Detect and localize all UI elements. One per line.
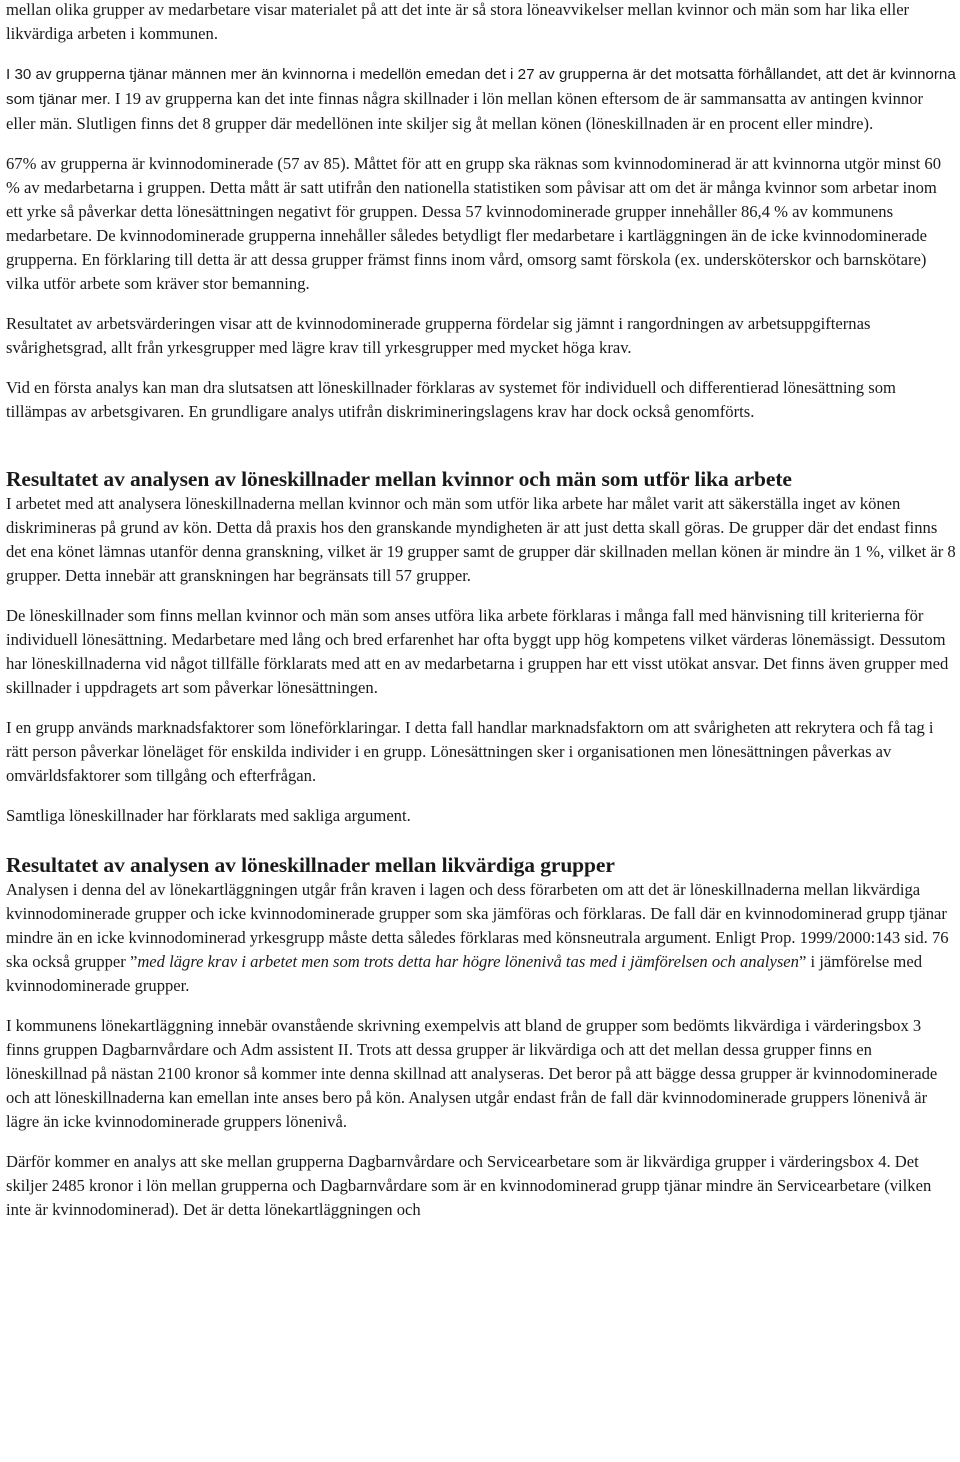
paragraph-market-factors: I en grupp används marknadsfaktorer som löneförklaringar. I detta fall handlar marknadsfaktorn om att svårigheten att rekrytera och få tag i rätt person påverkar löneläget för enskilda individer i en grupp. Lönesättningen sker i organisationen men lönesättningen påverkas av omvärldsfaktorer som tillgång och efterfrågan.	[6, 718, 934, 785]
paragraph-box4-analysis: Därför kommer en analys att ske mellan grupperna Dagbarnvårdare och Servicearbetare som är likvärdiga grupper i värderingsbox 4. Det skiljer 2485 kronor i lön mellan grupperna och Dagbarnvårdare som är en kvinnodominerad grupp tjänar mindre än Servicearbetare (vilken inte är kvinnodominerad). Det är detta lönekartläggningen och	[6, 1152, 932, 1219]
document-page	[6, 0, 956, 1222]
paragraph-salary-explanations: De löneskillnader som finns mellan kvinnor och män som anses utföra lika arbete förklaras i många fall med hänvisning till kriterierna för individuell lönesättning. Medarbetare med lång och bred erfarenhet har ofta byggt upp hög kompetens vilket värderas lönemässigt. Dessutom har löneskillnaderna vid något tillfälle förklarats med att en av medarbetarna i gruppen har ett visst utökat ansvar. Det finns även grupper med skillnader i uppdragets art som påverkar lönesättningen.	[6, 606, 949, 697]
paragraph-intro: mellan olika grupper av medarbetare visar materialet på att det inte är så stora löneavvikelser mellan kvinnor och män som har lika eller likvärdiga arbeten i kommunen.	[6, 0, 910, 43]
paragraph-equivalent-analysis-b: ” i jämförelse med kvinnodominerade grupper.	[6, 952, 923, 995]
paragraph-salary-groups-serif: I 19 av grupperna kan det inte finnas några skillnader i lön mellan könen eftersom de är sammansatta av antingen kvinnor eller män. Slutligen finns det 8 grupper där medellönen inte skiljer sig åt mellan könen (löneskillnaden är en procent eller mindre).	[6, 89, 924, 133]
paragraph-equivalent-analysis-a: Analysen i denna del av lönekartläggningen utgår från kraven i lagen och dess förarbeten om att det är löneskillnaderna mellan likvärdiga kvinnodominerade grupper och icke kvinnodominerade grupper som ska jämföras och förklaras. De fall där en kvinnodominerad grupp tjänar mindre än en icke kvinnodominerad yrkesgrupp måste detta således förklaras med könsneutrala argument. Enligt Prop. 1999/2000:143 sid. 76 ska också grupper ”	[6, 880, 949, 971]
paragraph-equal-work-analysis: I arbetet med att analysera löneskillnaderna mellan kvinnor och män som utför lika arbete har målet varit att säkerställa inget av könen diskrimineras på grund av kön. Detta då praxis hos den granskande myndigheten är att just detta skall göras. De grupper där det endast finns det ena könet lämnas utanför denna granskning, vilket är 19 grupper samt de grupper där skillnaden mellan könen är mindre än 1 %, vilket är 8 grupper. Detta innebär att granskningen har begränsats till 57 grupper.	[6, 494, 956, 585]
paragraph-salary-groups-sans: I 30 av grupperna tjänar männen mer än kvinnorna i medellön emedan det i 27 av grupperna är det motsatta förhållandet, att det är kvinnorna som tjänar mer.	[6, 66, 956, 108]
paragraph-equivalent-analysis	[6, 878, 956, 998]
paragraph-all-explained: Samtliga löneskillnader har förklarats med sakliga argument.	[6, 806, 411, 825]
paragraph-first-analysis: Vid en första analys kan man dra slutsatsen att löneskillnader förklaras av systemet för individuell och differentierad lönesättning som tillämpas av arbetsgivaren. En grundligare analys utifrån diskrimineringslagens krav har dock också genomförts.	[6, 378, 896, 421]
heading-equivalent-groups: Resultatet av analysen av löneskillnader mellan likvärdiga grupper	[6, 853, 615, 877]
paragraph-women-dominated: 67% av grupperna är kvinnodominerade (57 av 85). Måttet för att en grupp ska räknas som kvinnodominerad är att kvinnorna utgör minst 60 % av medarbetarna i gruppen. Detta mått är satt utifrån den nationella statistiken som påvisar att om det är många kvinnor som arbetar inom ett yrke så påverkar detta lönesättningen negativt för gruppen. Dessa 57 kvinnodominerade grupper innehåller 86,4 % av kommunens medarbetare. De kvinnodominerade grupperna innehåller således betydligt fler medarbetare i kartläggningen än de icke kvinnodominerade grupperna. En förklaring till detta är att dessa grupper främst finns inom vård, omsorg samt förskola (ex. undersköterskor och barnskötare) vilka utför arbete som kräver stor bemanning.	[6, 154, 942, 293]
paragraph-equivalent-analysis-quote: med lägre krav i arbetet men som trots detta har högre lönenivå tas med i jämförelsen och analysen	[137, 952, 799, 971]
paragraph-salary-groups	[6, 62, 956, 136]
heading-equal-work: Resultatet av analysen av löneskillnader mellan kvinnor och män som utför lika arbete	[6, 467, 792, 491]
paragraph-municipality-example: I kommunens lönekartläggning innebär ovanstående skrivning exempelvis att bland de grupper som bedömts likvärdiga i värderingsbox 3 finns gruppen Dagbarnvårdare och Adm assistent II. Trots att dessa grupper är likvärdiga och att det mellan dessa grupper finns en löneskillnad på nästan 2100 kronor så kommer inte denna skillnad att analyseras. Det beror på att bägge dessa grupper är kvinnodominerade och att löneskillnaderna kan emellan inte anses bero på kön. Analysen utgår endast från de fall där kvinnodominerade gruppers lönenivå är lägre än icke kvinnodominerade gruppers lönenivå.	[6, 1016, 938, 1131]
paragraph-job-evaluation: Resultatet av arbetsvärderingen visar att de kvinnodominerade grupperna fördelar sig jämnt i rangordningen av arbetsuppgifternas svårighetsgrad, allt från yrkesgrupper med lägre krav till yrkesgrupper med mycket höga krav.	[6, 314, 871, 357]
